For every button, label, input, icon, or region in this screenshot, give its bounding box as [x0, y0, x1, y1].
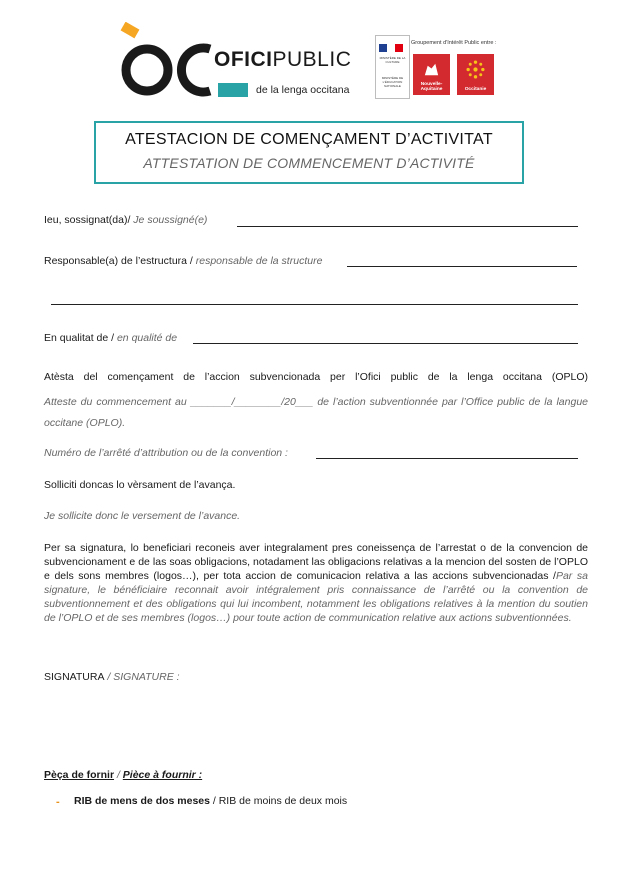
region-occitanie-logo: Occitanie [457, 54, 494, 95]
attest-occitan: Atèsta del començament de l’accion subvencionada per l’Ofici public de la lenga occitana (OPLO) [44, 371, 588, 383]
gip-label: Groupement d'Intérêt Public entre : [411, 40, 497, 46]
title-box [94, 121, 524, 184]
attachment-item: RIB de mens de dos meses / RIB de moins de deux mois [74, 795, 348, 807]
attest-french: Atteste du commencement au _______/________/20___ de l’action subventionnée par l’Office public de la langue occitane (OPLO). [44, 396, 588, 429]
brand-accent-bar [218, 83, 248, 97]
signature-clause [44, 541, 588, 625]
government-emblem [375, 35, 410, 99]
request-french: Je sollicite donc le versement de l’avance. [44, 510, 241, 522]
brand-subtitle: de la lenga occitana [256, 84, 350, 96]
signature-clause-french: Par sa signature, le bénéficiaire reconnait avoir intégralement pris connaissance de l’arrêté ou la convention de subventionnement et des obligations qui lui incombent, notamment les obligations relatives à la mention du soutien de l’OPLO et de ses membres (logos…) pour toute action de communication relative aux actions subventionnées. [44, 570, 588, 624]
undersigned-label: Ieu, sossignat(da)/ Je soussigné(e) [44, 214, 208, 226]
brand-name: OFICIPUBLIC [214, 48, 352, 71]
gov-ministry-label: MINISTÈRE DE LA CULTURE [379, 56, 406, 64]
oplo-logo [114, 22, 214, 98]
structure-input-line[interactable] [51, 304, 578, 305]
french-flag-icon [379, 39, 403, 47]
decree-input-line[interactable] [316, 458, 578, 459]
title-occitan: ATESTACION DE COMENÇAMENT D’ACTIVITAT [125, 131, 493, 148]
request-occitan: Solliciti doncas lo vèrsament de l’avança. [44, 479, 236, 491]
capacity-input-line[interactable] [193, 343, 578, 344]
region-nouvelle-aquitaine-logo: Nouvelle-Aquitaine [413, 54, 450, 95]
responsible-label: Responsable(a) de l’estructura / responsable de la structure [44, 255, 323, 267]
bullet-dash: - [56, 796, 60, 808]
signature-clause-occitan: Per sa signatura, lo beneficiari reconeis aver integralament pres coneissença de l’arrestat o de la convencion de subvencionament e de las soas obligacions, notadament las obligacions relativas a la mencion del sosten de l’OPLO e dels sons membres (logos…), per tota accion de comunicacion relativa a las accions subvencionadas / [44, 542, 588, 582]
title-french: ATTESTATION DE COMMENCEMENT D’ACTIVITÉ [143, 155, 475, 171]
undersigned-input-line[interactable] [237, 226, 578, 227]
gov-ministry2-label: MINISTÈRE DE L'ÉDUCATION NATIONALE [381, 76, 404, 88]
capacity-label: En qualitat de / en qualité de [44, 332, 178, 344]
responsible-input-line[interactable] [347, 266, 577, 267]
decree-label: Numéro de l’arrêté d’attribution ou de la convention : [44, 447, 288, 459]
attachments-heading: Pèça de fornir / Pièce à fournir : [44, 769, 203, 781]
signature-label: SIGNATURA / SIGNATURE : [44, 671, 180, 683]
